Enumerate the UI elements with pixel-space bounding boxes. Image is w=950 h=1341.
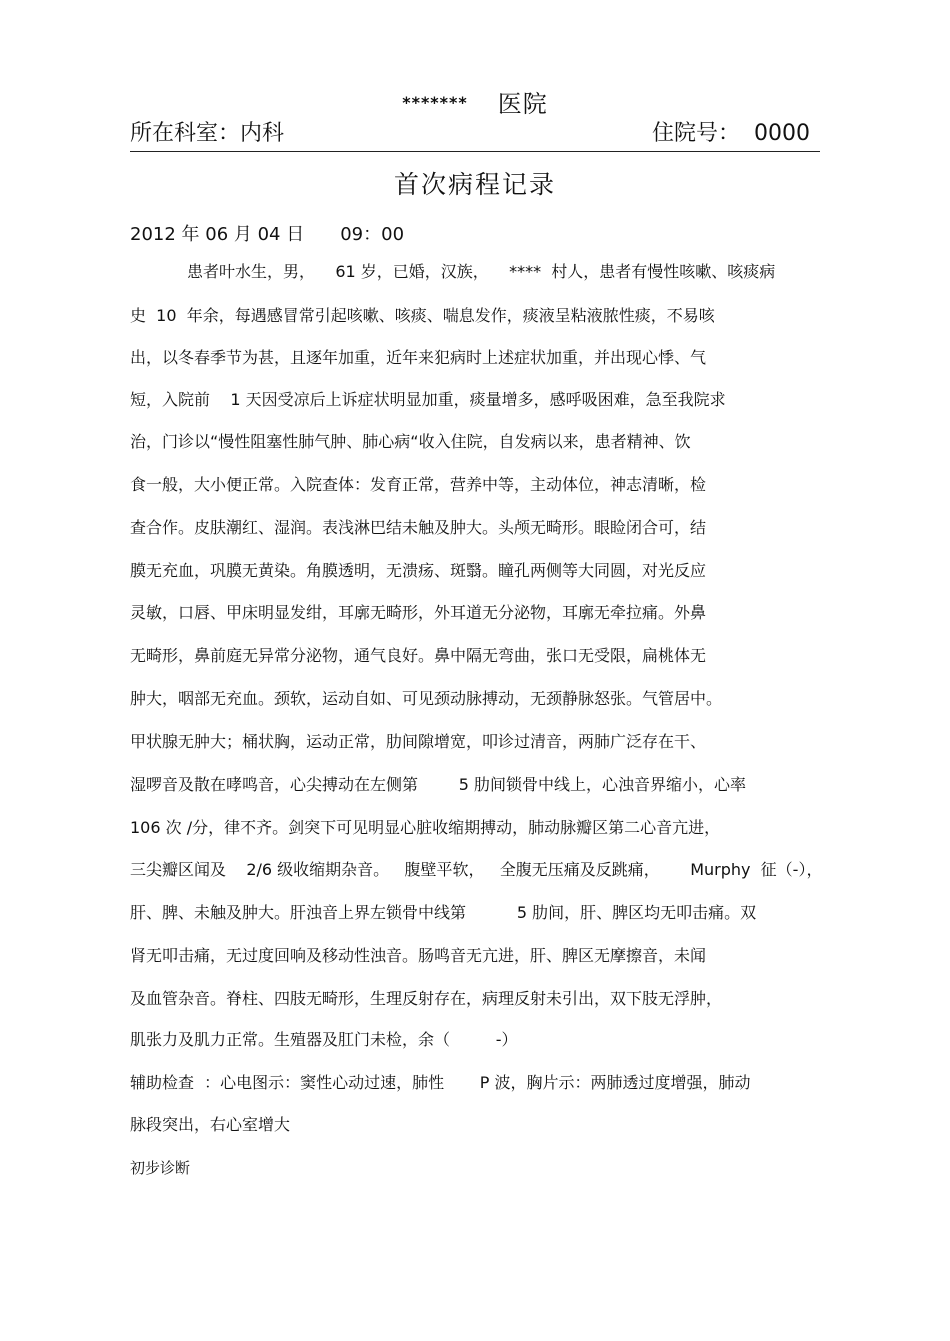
record-datetime xyxy=(130,220,404,246)
header-divider xyxy=(130,151,820,152)
record-time: 09：00 xyxy=(340,224,405,245)
record-line: 甲状腺无肿大；桶状胸，运动正常，肋间隙增宽，叩诊过清音，两肺广泛存在干、 xyxy=(130,732,707,751)
record-line: 食一般，大小便正常。入院查体：发育正常，营养中等，主动体位，神志清晰，检 xyxy=(130,475,707,494)
department-label: 所在科室：内科 xyxy=(130,121,285,146)
admission-number-field xyxy=(652,116,810,147)
record-line: 脉段突出，右心室增大 xyxy=(130,1115,291,1134)
record-line: 短，入院前 1 天因受凉后上诉症状明显加重，痰量增多，感呼吸困难，急至我院求 xyxy=(130,390,726,409)
record-line: 肿大，咽部无充血。颈软，运动自如、可见颈动脉搏动，无颈静脉怒张。气管居中。 xyxy=(130,689,723,708)
admission-number-label: 住院号： xyxy=(651,121,740,146)
record-line: 患者叶水生，男， 61 岁，已婚，汉族， **** 村人，患者有慢性咳嗽、咳痰病 xyxy=(187,262,776,281)
record-line: 无畸形，鼻前庭无异常分泌物，通气良好。鼻中隔无弯曲，张口无受限，扁桃体无 xyxy=(130,646,707,665)
admission-number-value: 0000 xyxy=(754,121,810,146)
record-line: 三尖瓣区闻及 2/6 级收缩期杂音。 腹壁平软， 全腹无压痛及反跳痛， Murphy 征（-）， xyxy=(130,860,823,879)
record-line: 出，以冬春季节为甚，且逐年加重，近年来犯病时上述症状加重，并出现心悸、气 xyxy=(130,348,707,367)
record-line: 治，门诊以“慢性阻塞性肺气肿、肺心病“收入住院，自发病以来，患者精神、饮 xyxy=(130,432,691,451)
hospital-title xyxy=(0,84,950,119)
hospital-name: 医院 xyxy=(497,90,548,118)
record-line: 肾无叩击痛，无过度回响及移动性浊音。肠鸣音无亢进，肝、脾区无摩擦音，未闻 xyxy=(130,946,707,965)
record-line: 史 10 年余，每遇感冒常引起咳嗽、咳痰、喘息发作，痰液呈粘液脓性痰，不易咳 xyxy=(130,306,715,325)
record-title: 首次病程记录 xyxy=(393,170,556,199)
record-line: 灵敏，口唇、甲床明显发绀，耳廓无畸形，外耳道无分泌物，耳廓无牵拉痛。外鼻 xyxy=(130,603,707,622)
record-line: 湿啰音及散在哮鸣音，心尖搏动在左侧第 5 肋间锁骨中线上，心浊音界缩小，心率 xyxy=(130,775,746,794)
record-line: 肌张力及肌力正常。生殖器及肛门未检，余（ -） xyxy=(130,1030,518,1049)
record-line: 初步诊断 xyxy=(130,1159,191,1177)
record-line: 及血管杂音。脊柱、四肢无畸形，生理反射存在，病理反射未引出，双下肢无浮肿， xyxy=(130,989,723,1008)
hospital-name-mask: ******* xyxy=(402,93,468,112)
record-line: 106 次 /分，律不齐。剑突下可见明显心脏收缩期搏动，肺动脉瓣区第二心音亢进， xyxy=(130,818,721,837)
record-line: 膜无充血，巩膜无黄染。角膜透明，无溃疡、斑翳。瞳孔两侧等大同圆，对光反应 xyxy=(130,561,707,580)
record-date: 2012 年 06 月 04 日 xyxy=(130,224,305,245)
record-line: 查合作。皮肤潮红、湿润。表浅淋巴结未触及肿大。头颅无畸形。眼睑闭合可，结 xyxy=(130,518,707,537)
record-line: 肝、脾、未触及肿大。肝浊音上界左锁骨中线第 5 肋间，肝、脾区均无叩击痛。双 xyxy=(130,903,757,922)
record-line: 辅助检查 ：心电图示：窦性心动过速，肺性 P 波，胸片示：两肺透过度增强，肺动 xyxy=(130,1073,751,1092)
